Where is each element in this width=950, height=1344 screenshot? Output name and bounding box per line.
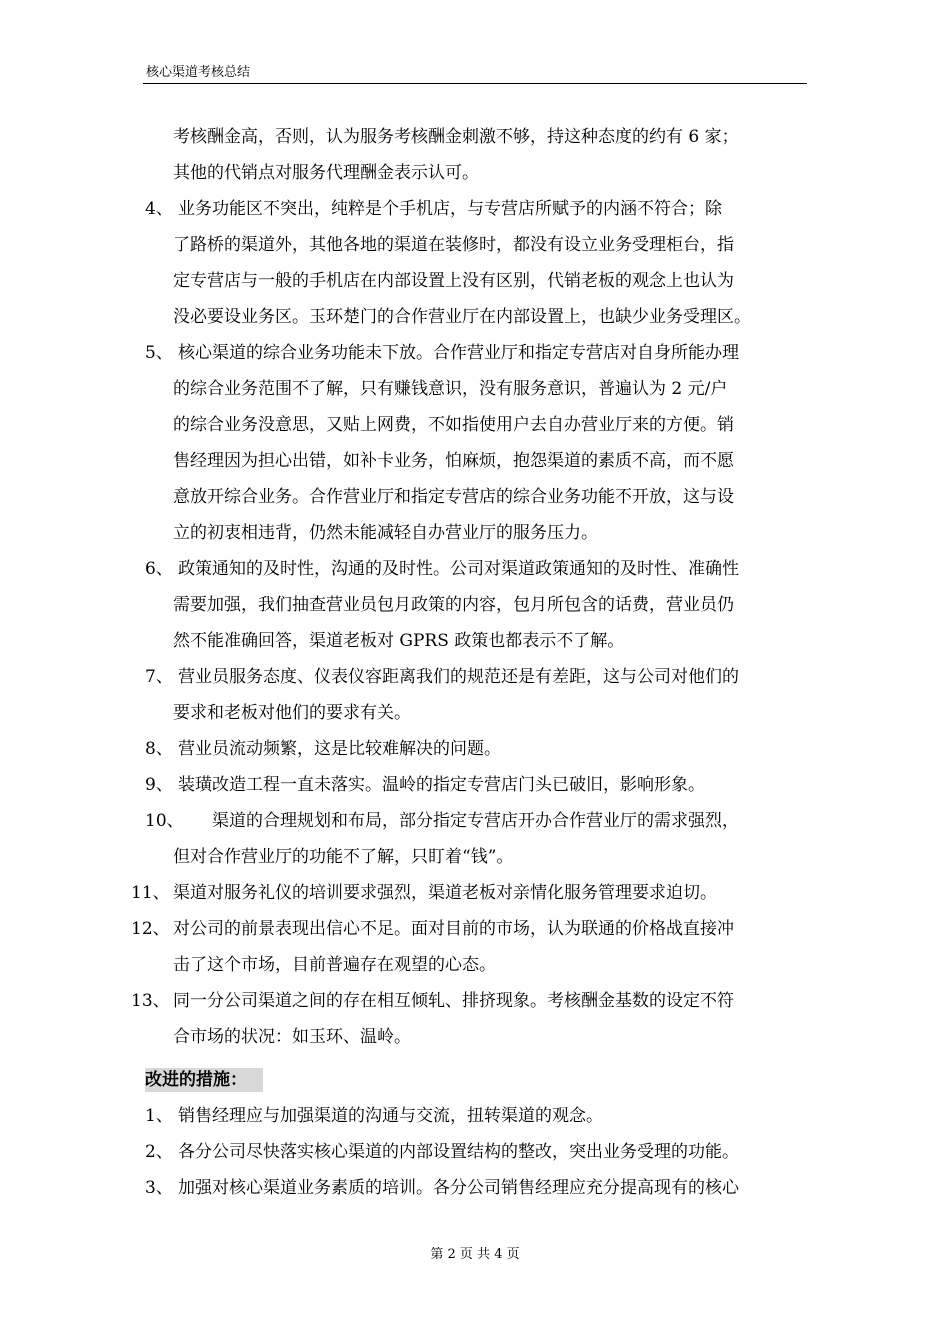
list-item-line: 同一分公司渠道之间的存在相互倾轧、排挤现象。考核酬金基数的设定不符 xyxy=(173,991,734,1011)
list-item-line: 各分公司尽快落实核心渠道的内部设置结构的整改，突出业务受理的功能。 xyxy=(178,1142,739,1162)
list-item-line: 营业员服务态度、仪表仪容距离我们的规范还是有差距，这与公司对他们的 xyxy=(178,667,739,687)
page-number: 第 2 页 共 4 页 xyxy=(430,1247,520,1262)
list-item-line: 加强对核心渠道业务素质的培训。各分公司销售经理应充分提高现有的核心 xyxy=(178,1178,739,1198)
list-item-line: 装璜改造工程一直未落实。温岭的指定专营店门头已破旧，影响形象。 xyxy=(178,775,705,795)
list-number: 1、 xyxy=(145,1106,173,1126)
list-item-line: 政策通知的及时性，沟通的及时性。公司对渠道政策通知的及时性、准确性 xyxy=(178,559,739,579)
list-item-line: 合市场的状况：如玉环、温岭。 xyxy=(173,1027,411,1047)
list-item-line: 业务功能区不突出，纯粹是个手机店，与专营店所赋予的内涵不符合；除 xyxy=(178,199,722,219)
paragraph-line: 考核酬金高，否则，认为服务考核酬金刺激不够，持这种态度的约有 6 家； xyxy=(173,127,739,147)
list-item-line: 销售经理应与加强渠道的沟通与交流，扭转渠道的观念。 xyxy=(178,1106,603,1126)
header-title: 核心渠道考核总结 xyxy=(146,65,251,80)
list-item-line: 营业员流动频繁，这是比较难解决的问题。 xyxy=(178,739,501,759)
paragraph-line: 其他的代销点对服务代理酬金表示认可。 xyxy=(173,163,479,183)
list-number: 11、 xyxy=(131,883,170,903)
list-item-line: 售经理因为担心出错，如补卡业务，怕麻烦，抱怨渠道的素质不高，而不愿 xyxy=(173,451,734,471)
list-number: 6、 xyxy=(145,559,173,579)
list-item-line: 对公司的前景表现出信心不足。面对目前的市场，认为联通的价格战直接冲 xyxy=(173,919,734,939)
list-item-line: 了路桥的渠道外，其他各地的渠道在装修时，都没有设立业务受理柜台，指 xyxy=(173,235,734,255)
list-item-line: 要求和老板对他们的要求有关。 xyxy=(173,703,411,723)
list-number: 3、 xyxy=(145,1178,173,1198)
list-number: 4、 xyxy=(145,199,173,219)
list-number: 2、 xyxy=(145,1142,173,1162)
list-item-line: 需要加强，我们抽查营业员包月政策的内容，包月所包含的话费，营业员仍 xyxy=(173,595,734,615)
list-item-line: 的综合业务没意思，又贴上网费，不如指使用户去自办营业厅来的方便。销 xyxy=(173,415,734,435)
list-number: 9、 xyxy=(145,775,173,795)
list-item-line: 击了这个市场，目前普遍存在观望的心态。 xyxy=(173,955,496,975)
list-number: 12、 xyxy=(131,919,170,939)
list-number: 7、 xyxy=(145,667,173,687)
list-item-line: 定专营店与一般的手机店在内部设置上没有区别，代销老板的观念上也认为 xyxy=(173,271,734,291)
list-item-line: 立的初衷相违背，仍然未能减轻自办营业厅的服务压力。 xyxy=(173,523,598,543)
list-number: 5、 xyxy=(145,343,173,363)
list-number: 13、 xyxy=(131,991,170,1011)
list-item-line: 然不能准确回答，渠道老板对 GPRS 政策也都表示不了解。 xyxy=(173,631,625,651)
list-item-line: 意放开综合业务。合作营业厅和指定专营店的综合业务功能不开放，这与设 xyxy=(173,487,734,507)
list-number: 8、 xyxy=(145,739,173,759)
list-number: 10、 xyxy=(145,811,184,831)
list-item-line: 的综合业务范围不了解，只有赚钱意识，没有服务意识，普遍认为 2 元/户 xyxy=(173,379,728,399)
list-item-line: 但对合作营业厅的功能不了解，只盯着“钱”。 xyxy=(173,847,514,867)
list-item-line: 核心渠道的综合业务功能未下放。合作营业厅和指定专营店对自身所能办理 xyxy=(178,343,739,363)
section-heading: 改进的措施： xyxy=(145,1068,263,1092)
list-item-line: 渠道的合理规划和布局，部分指定专营店开办合作营业厅的需求强烈， xyxy=(212,811,739,831)
list-item-line: 没必要设业务区。玉环楚门的合作营业厅在内部设置上，也缺少业务受理区。 xyxy=(173,307,751,327)
header-rule xyxy=(143,83,807,84)
list-item-line: 渠道对服务礼仪的培训要求强烈，渠道老板对亲情化服务管理要求迫切。 xyxy=(173,883,717,903)
